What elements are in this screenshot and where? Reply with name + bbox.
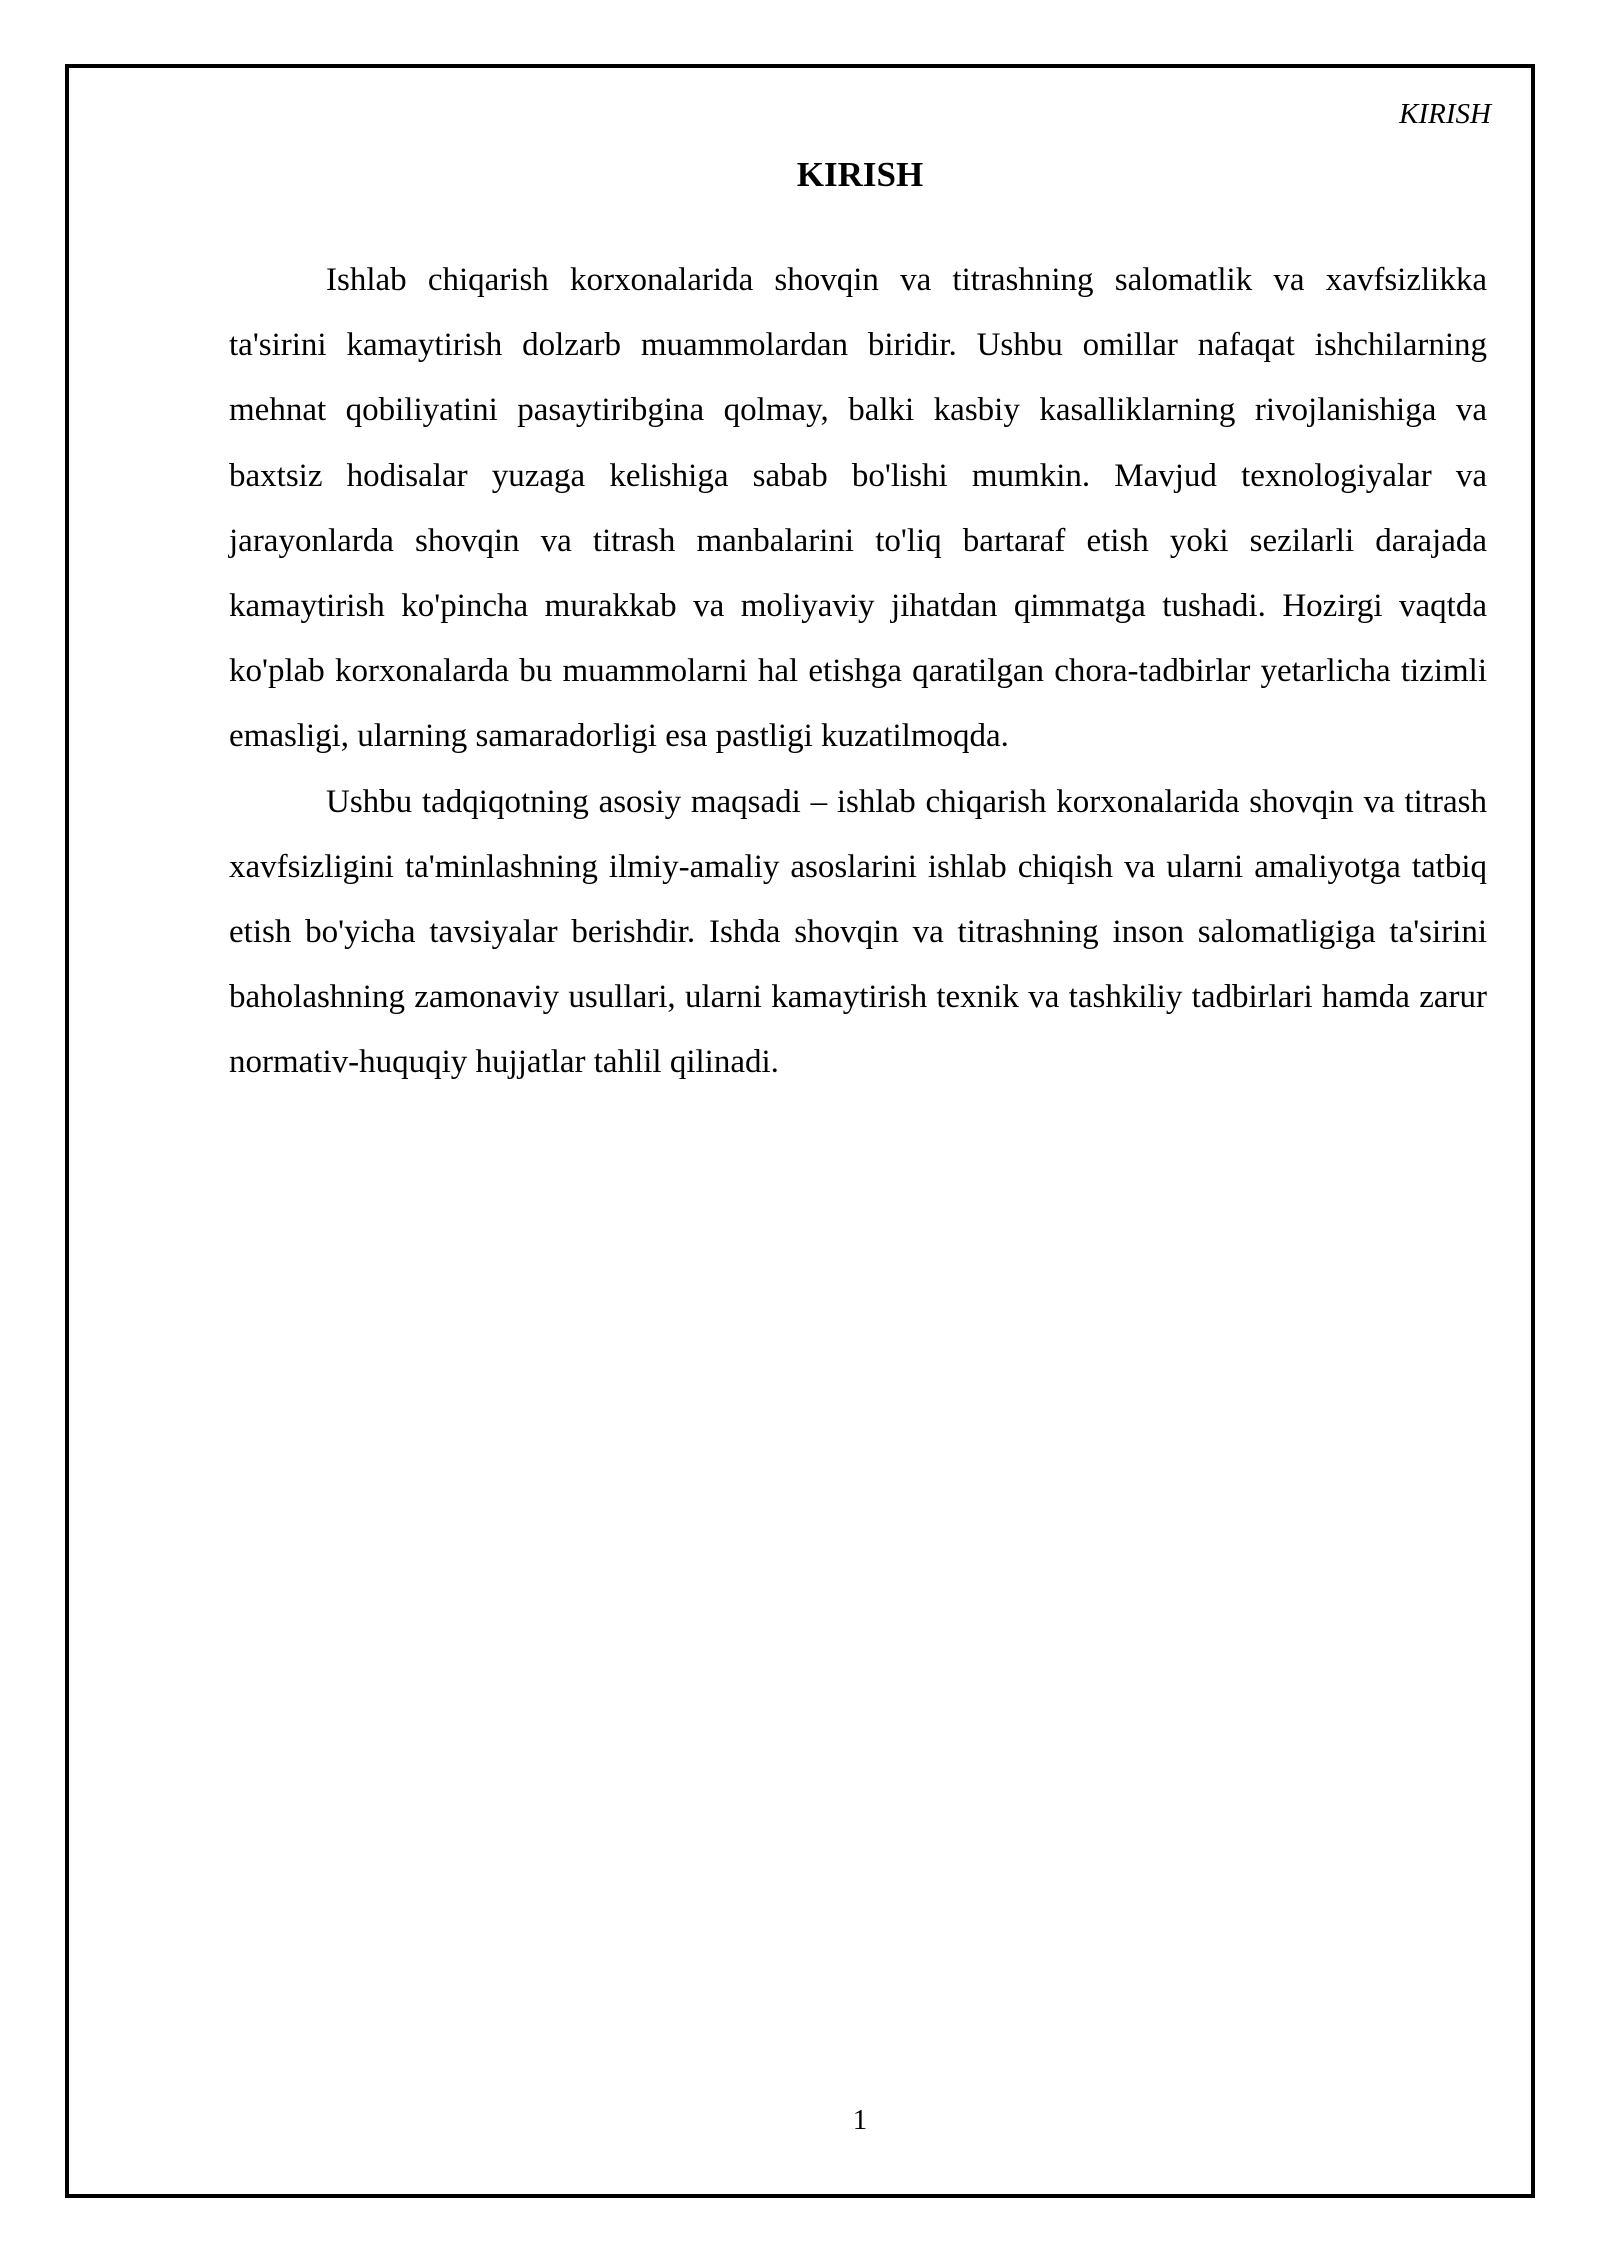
running-header: KIRISH [1399, 98, 1491, 130]
paragraph-intro: Ishlab chiqarish korxonalarida shovqin va titrashning salomatlik va xavfsizlikka ta'sirini kamaytirish dolzarb muammolardan biridir. Ushbu omillar nafaqat ishchilarning mehnat qobiliyatini pasaytiribgina qolmay, balki kasbiy kasalliklarning rivojlanishiga va baxtsiz hodisalar yuzaga kelishiga sabab bo'lishi mumkin. Mavjud texnologiyalar va jarayonlarda shovqin va titrash manbalarini to'liq bartaraf etish yoki sezilarli darajada kamaytirish ko'pincha murakkab va moliyaviy jihatdan qimmatga tushadi. Hozirgi vaqtda ko'plab korxonalarda bu muammolarni hal etishga qaratilgan chora-tadbirlar yetarlicha tizimli emasligi, ularning samaradorligi esa pastligi kuzatilmoqda. [229, 262, 1487, 755]
page-title: KIRISH [796, 155, 924, 194]
paragraph-goal: Ushbu tadqiqotning asosiy maqsadi – ishlab chiqarish korxonalarida shovqin va titrash xavfsizligini ta'minlashning ilmiy-amaliy asoslarini ishlab chiqish va ularni amaliyotga tatbiq etish bo'yicha tavsiyalar berishdir. Ishda shovqin va titrashning inson salomatligiga ta'sirini baholashning zamonaviy usullari, ularni kamaytirish texnik va tashkiliy tadbirlari hamda zarur normativ-huquqiy hujjatlar tahlil qilinadi. [229, 783, 1487, 1081]
page-number: 1 [852, 2104, 868, 2136]
document-body [229, 248, 1487, 1096]
